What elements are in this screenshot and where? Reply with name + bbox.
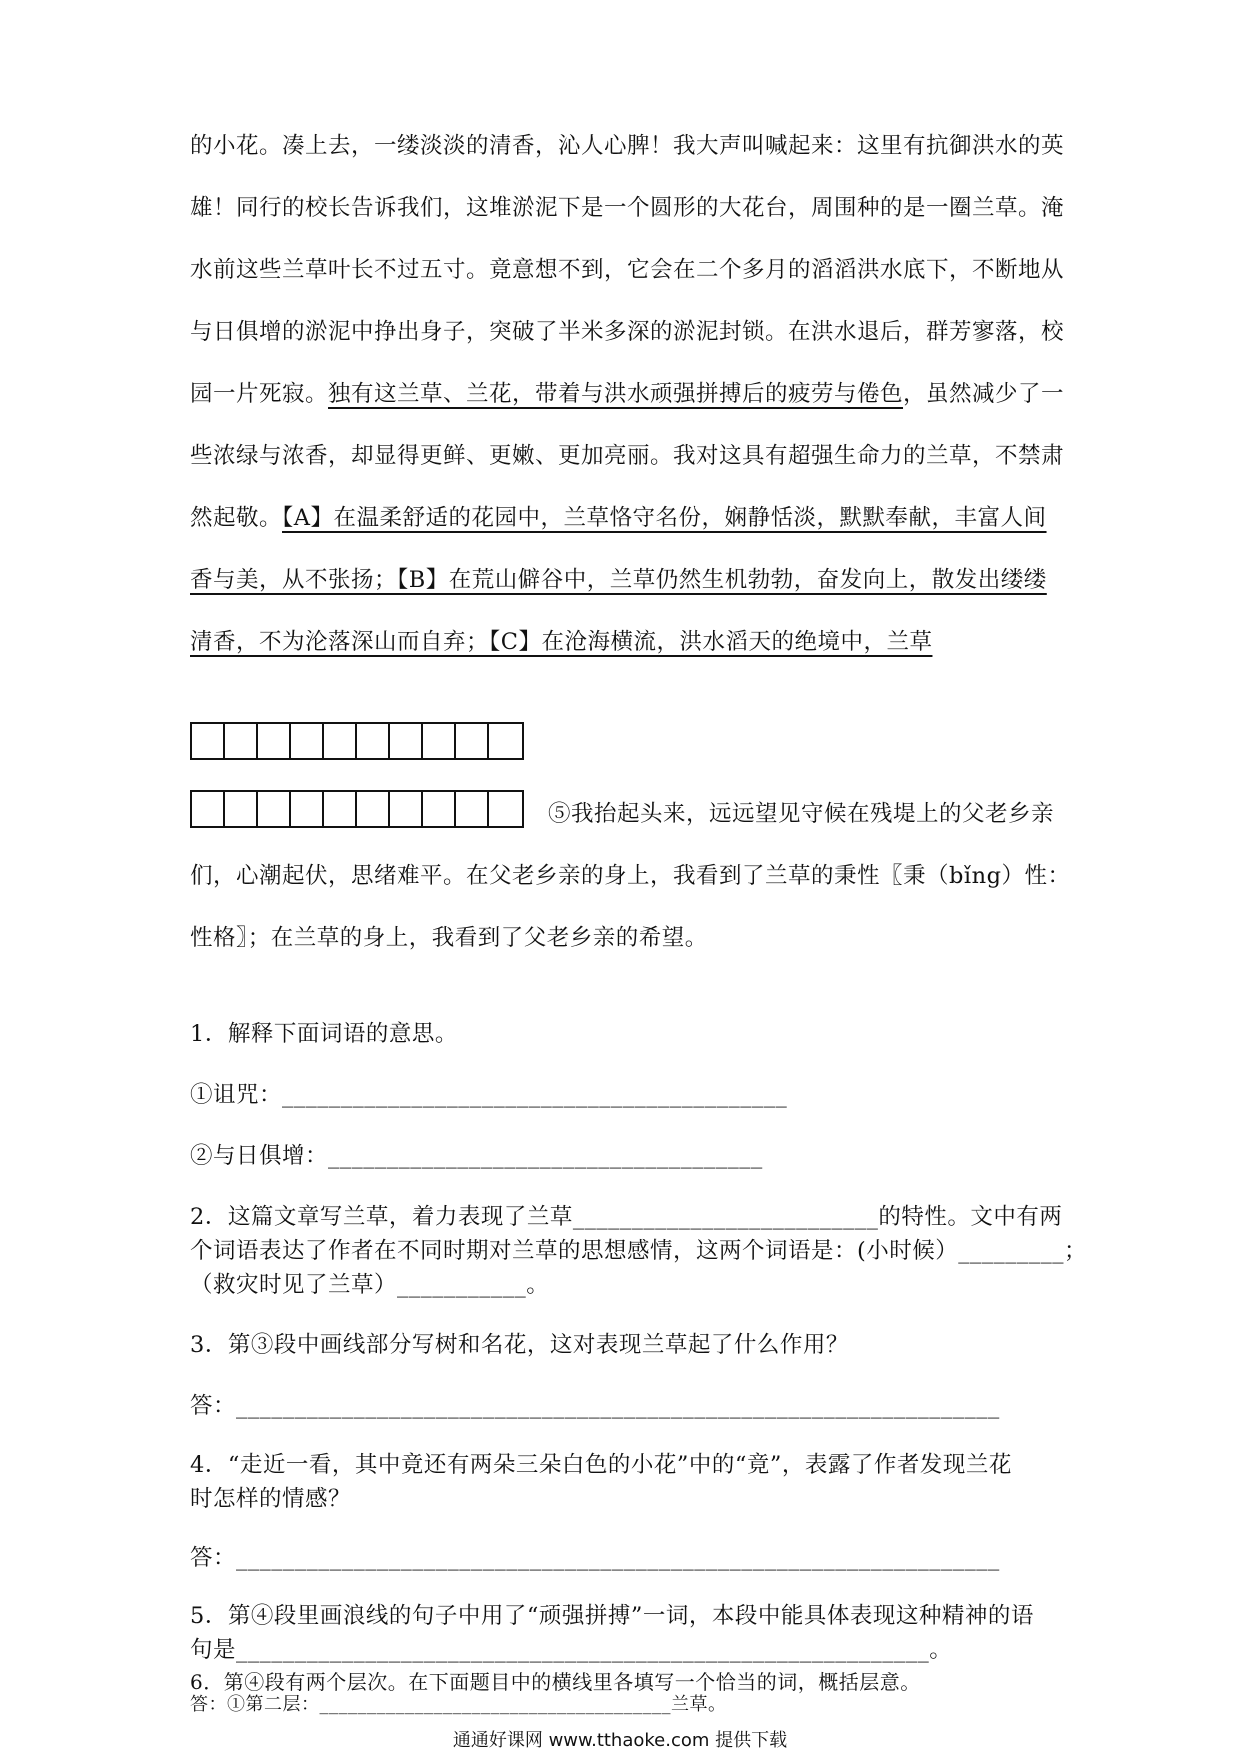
answer-grid-row-2[interactable] bbox=[190, 790, 524, 828]
grid-cell[interactable] bbox=[324, 792, 357, 826]
underlined-sentence: 清香，不为沦落深山而自弃；【C】在沧海横流，洪水滔天的绝境中，兰草 bbox=[190, 629, 933, 655]
question-3: 3．第③段中画线部分写树和名花，这对表现兰草起了什么作用？ bbox=[190, 1332, 849, 1358]
grid-cell[interactable] bbox=[225, 724, 258, 758]
grid-cell[interactable] bbox=[258, 792, 291, 826]
passage-text: 然起敬。 bbox=[190, 505, 283, 531]
page-footer: 通通好课网 www.tthaoke.com 提供下载 bbox=[452, 1730, 788, 1751]
grid-cell[interactable] bbox=[291, 792, 324, 826]
answer-grid-row-1[interactable] bbox=[190, 722, 524, 760]
grid-cell[interactable] bbox=[357, 724, 390, 758]
question-4: 时怎样的情感？ bbox=[190, 1486, 352, 1512]
question-6: 6．第④段有两个层次。在下面题目中的横线里各填写一个恰当的词，概括层意。 bbox=[190, 1670, 921, 1694]
underlined-sentence: 独有这兰草、兰花，带着与洪水顽强拼搏后的疲劳与倦色 bbox=[328, 381, 904, 407]
grid-cell[interactable] bbox=[456, 792, 489, 826]
underlined-sentence: 香与美，从不张扬；【B】在荒山僻谷中，兰草仍然生机勃勃，奋发向上，散发出缕缕 bbox=[190, 567, 1047, 593]
grid-cell[interactable] bbox=[423, 724, 456, 758]
passage-line: 性格〗；在兰草的身上，我看到了父老乡亲的希望。 bbox=[190, 925, 708, 951]
grid-cell[interactable] bbox=[258, 724, 291, 758]
question-5: 5．第④段里画浪线的句子中用了“顽强拼搏”一词，本段中能具体表现这种精神的语 bbox=[190, 1603, 1034, 1629]
question-1-answer-b[interactable]: ②与日俱增：_____________________________________ bbox=[190, 1143, 763, 1169]
question-1-title: 1．解释下面词语的意思。 bbox=[190, 1021, 458, 1047]
passage-line: 雄！同行的校长告诉我们，这堆淤泥下是一个圆形的大花台，周围种的是一圈兰草。淹 bbox=[190, 195, 1065, 221]
grid-cell[interactable] bbox=[225, 792, 258, 826]
question-3-answer[interactable]: 答：_________________________________________________________________ bbox=[190, 1393, 1000, 1419]
grid-cell[interactable] bbox=[456, 724, 489, 758]
passage-line: 水前这些兰草叶长不过五寸。竟意想不到，它会在二个多月的滔滔洪水底下，不断地从 bbox=[190, 257, 1065, 283]
grid-cell[interactable] bbox=[357, 792, 390, 826]
passage-line: ⑤我抬起头来，远远望见守候在残堤上的父老乡亲 bbox=[548, 801, 1055, 827]
grid-cell[interactable] bbox=[192, 724, 225, 758]
passage-line bbox=[190, 500, 1047, 532]
grid-cell[interactable] bbox=[291, 724, 324, 758]
question-1-answer-a[interactable]: ①诅咒：___________________________________________ bbox=[190, 1082, 788, 1108]
passage-line bbox=[190, 376, 1064, 408]
question-4: 4．“走近一看，其中竟还有两朵三朵白色的小花”中的“竟”，表露了作者发现兰花 bbox=[190, 1452, 1012, 1478]
passage-line: 们，心潮起伏，思绪难平。在父老乡亲的身上，我看到了兰草的秉性〖秉（bǐng）性： bbox=[190, 863, 1071, 889]
passage-line: 与日俱增的淤泥中挣出身子，突破了半米多深的淤泥封锁。在洪水退后，群芳寥落，校 bbox=[190, 319, 1065, 345]
question-5[interactable]: 句是___________________________________________________________。 bbox=[190, 1637, 953, 1663]
question-4-answer[interactable]: 答：_________________________________________________________________ bbox=[190, 1545, 1000, 1571]
grid-cell[interactable] bbox=[423, 792, 456, 826]
grid-cell[interactable] bbox=[324, 724, 357, 758]
grid-cell[interactable] bbox=[489, 724, 522, 758]
grid-cell[interactable] bbox=[192, 792, 225, 826]
grid-cell[interactable] bbox=[390, 792, 423, 826]
question-2: 个词语表达了作者在不同时期对兰草的思想感情，这两个词语是：(小时候）_________； bbox=[190, 1238, 1088, 1264]
passage-text: 园一片死寂。 bbox=[190, 381, 329, 407]
passage-line: 的小花。凑上去，一缕淡淡的清香，沁人心脾！我大声叫喊起来：这里有抗御洪水的英 bbox=[190, 133, 1065, 159]
passage-text: ，虽然减少了一 bbox=[903, 381, 1065, 407]
grid-cell[interactable] bbox=[489, 792, 522, 826]
question-6-answer[interactable]: 答：①第二层：_____________________________________兰草。 bbox=[190, 1694, 727, 1715]
question-2: （救灾时见了兰草）___________。 bbox=[190, 1272, 550, 1298]
question-2: 2．这篇文章写兰草，着力表现了兰草__________________________的特性。文中有两 bbox=[190, 1204, 1063, 1230]
grid-cell[interactable] bbox=[390, 724, 423, 758]
underlined-sentence: 【A】在温柔舒适的花园中，兰草恪守名份，娴静恬淡，默默奉献，丰富人间 bbox=[282, 505, 1047, 531]
passage-line: 些浓绿与浓香，却显得更鲜、更嫩、更加亮丽。我对这具有超强生命力的兰草，不禁肃 bbox=[190, 443, 1065, 469]
